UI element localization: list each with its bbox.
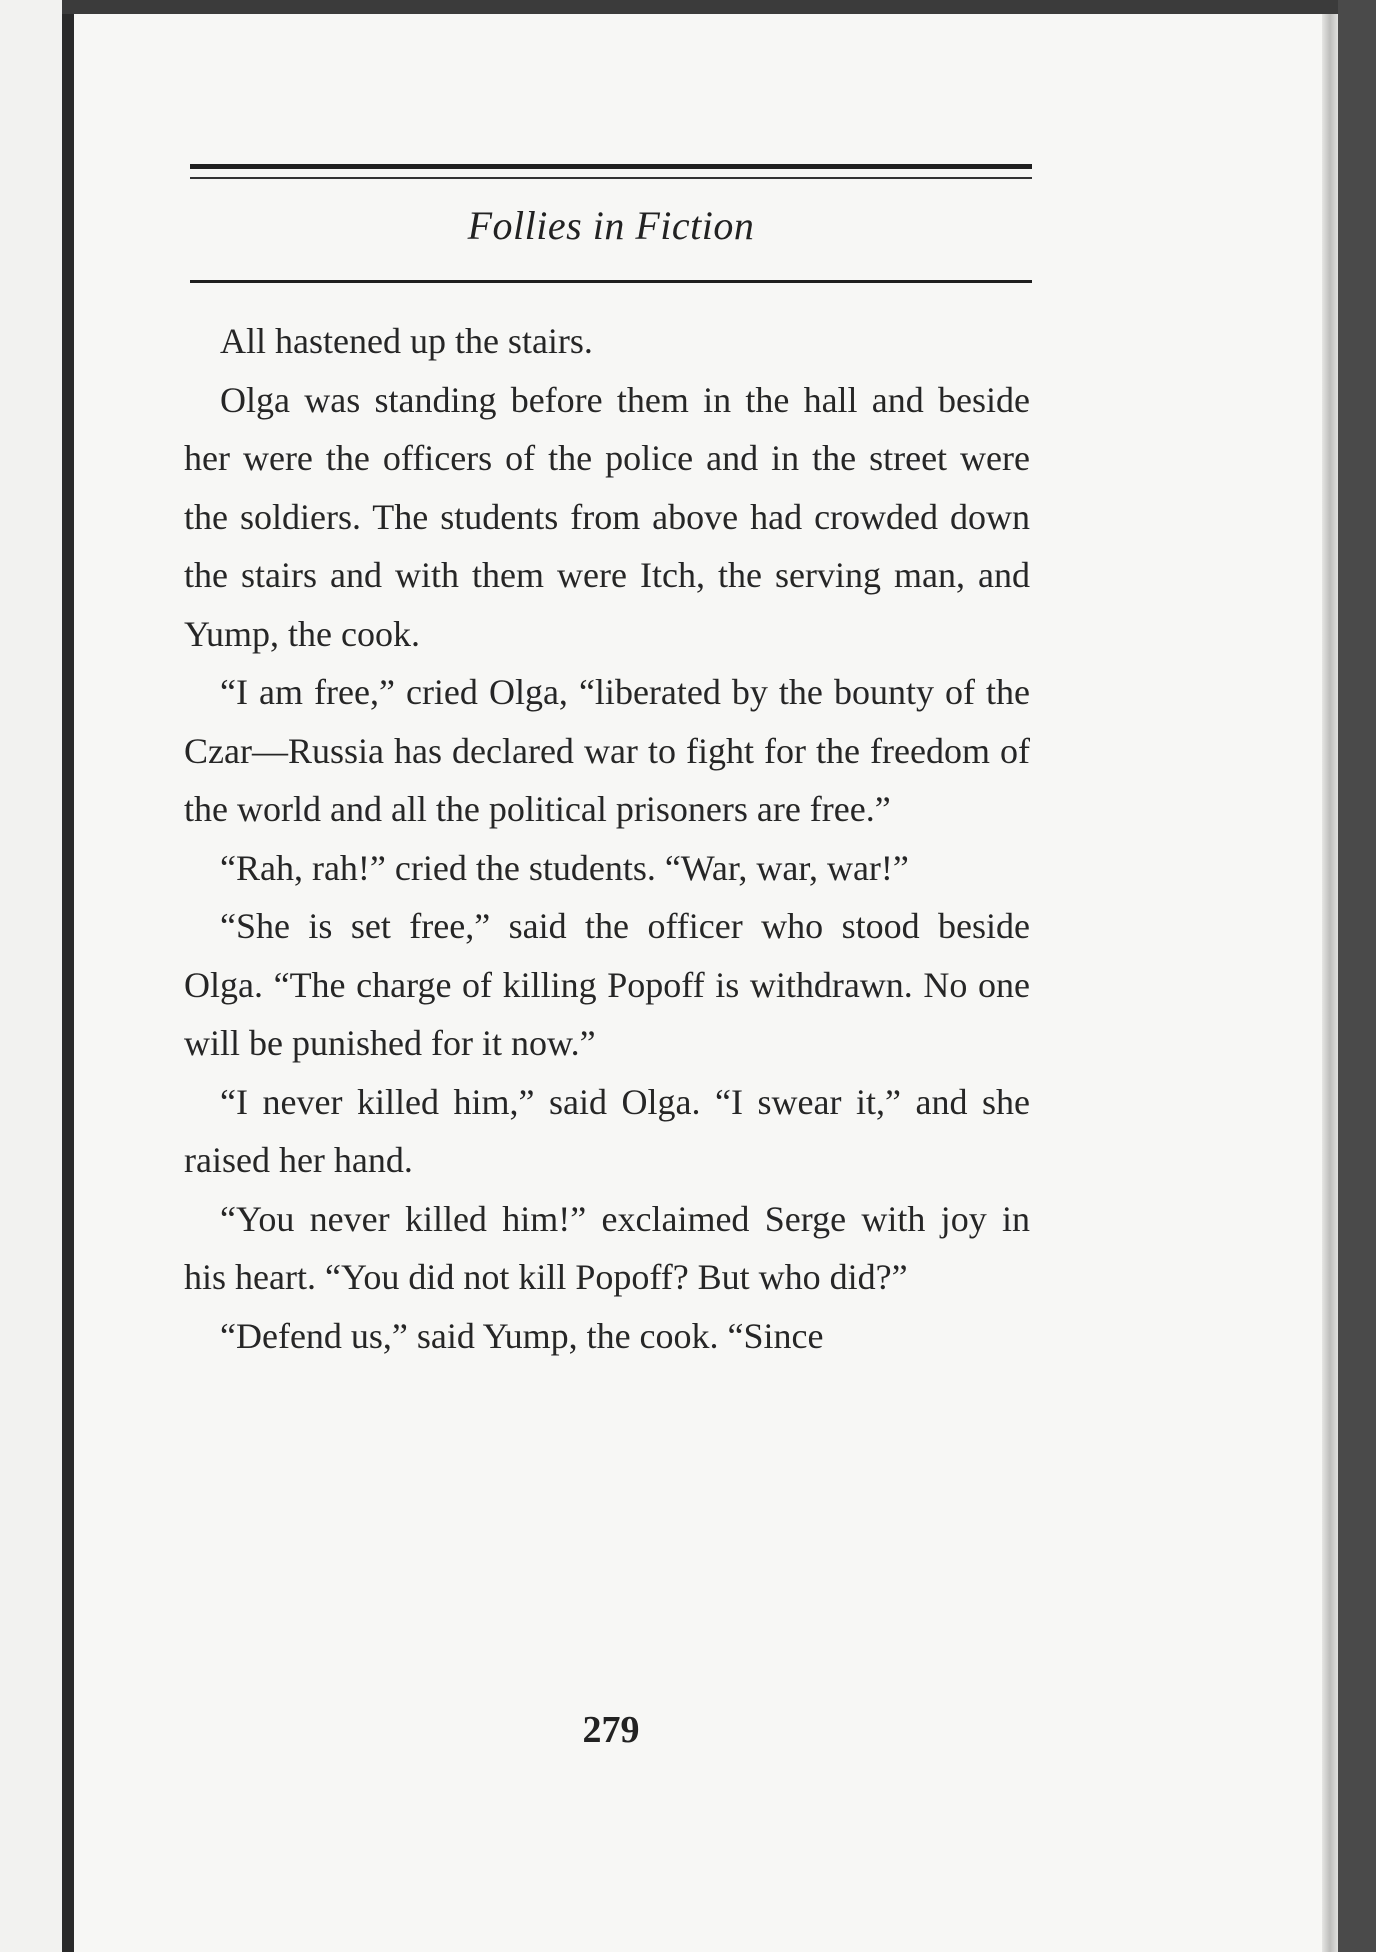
body-text	[184, 312, 1030, 1365]
header-rule-bottom	[190, 280, 1032, 283]
paragraph: All hastened up the stairs.	[220, 321, 593, 361]
page-number: 279	[582, 1709, 640, 1751]
header-rule-thick	[190, 164, 1032, 169]
gutter-shadow	[62, 0, 74, 1952]
paragraph: “You never killed him!” exclaimed Serge with joy in his heart. “You did not kill Popoff? But who did?”	[184, 1198, 1030, 1297]
top-edge-shadow	[62, 0, 1338, 14]
running-head: Follies in Fiction	[467, 203, 755, 248]
paragraph: “She is set free,” said the officer who stood beside Olga. “The charge of killing Popoff is withdrawn. No one will be punished for it now.”	[184, 906, 1030, 1063]
page-stack-edge	[1322, 14, 1338, 1952]
paragraph: “Defend us,” said Yump, the cook. “Since	[220, 1315, 824, 1356]
header-rule-thin	[190, 177, 1032, 179]
paragraph: “I am free,” cried Olga, “liberated by the bounty of the Czar—Russia has declared war to fight for the freedom of the world and all the political prisoners are free.”	[184, 672, 1030, 829]
book-cover-edge	[1338, 0, 1376, 1952]
paragraph: Olga was standing before them in the hall and beside her were the officers of the police and in the street were the soldiers. The students from above had crowded down the stairs and with them were Itch, the serving man, and Yump, the cook.	[184, 379, 1030, 654]
facing-page-edge	[0, 0, 62, 1952]
paragraph: “I never killed him,” said Olga. “I swear it,” and she raised her hand.	[184, 1081, 1030, 1180]
paragraph: “Rah, rah!” cried the students. “War, war, war!”	[220, 847, 909, 888]
